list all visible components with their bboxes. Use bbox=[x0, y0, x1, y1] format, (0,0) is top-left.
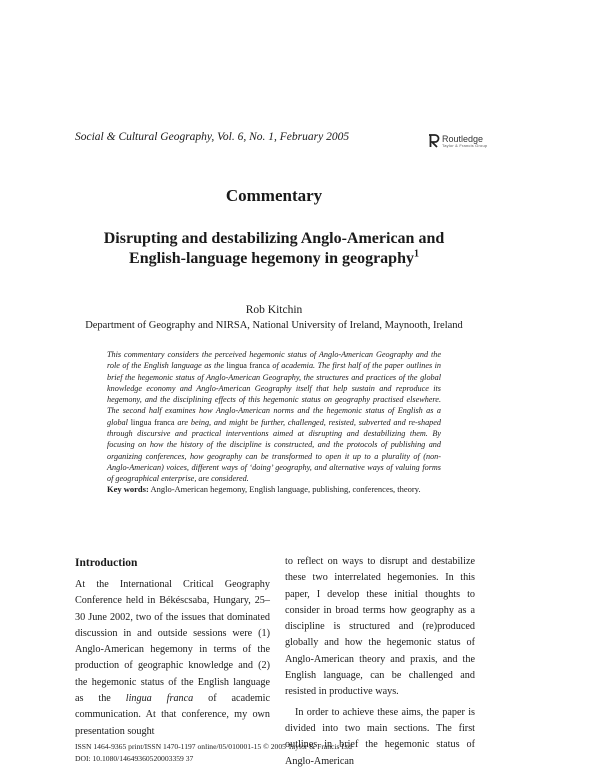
abstract-term-1: lingua franca bbox=[226, 361, 270, 371]
abstract-part-3: are being, and might be further, challenged, resisted, subverted and re-shaped through discursive and practical interventions aimed at disrupting and destabilizing them. By focusing on how the history of the discipline is constructed, and the protocols of publishing and organizing conferences, how geography can be transformed to open it up to a plurality of (non-Anglo-American) voices, different ways of ‘doing’ geography, and alternative ways of valuing forms of geographical enterprise, are considered. bbox=[107, 417, 441, 484]
footer-issn: ISSN 1464-9365 print/ISSN 1470-1197 online/05/010001-15 © 2005 Taylor & Francis Ltd bbox=[75, 742, 352, 751]
author-name: Rob Kitchin bbox=[245, 304, 303, 316]
abstract bbox=[107, 349, 441, 485]
logo-subtitle: Taylor & Francis Group bbox=[442, 142, 488, 148]
body-column-right bbox=[285, 554, 475, 770]
section-label: Commentary bbox=[225, 186, 323, 205]
intro-heading: Introduction bbox=[75, 557, 138, 569]
abstract-part-2: of academia. The first half of the paper outlines in brief the hegemonic status of Anglo-American Geography, the structures and practices of the global knowledge economy and Anglo-American Geography itself that help sustain and reproduce its hegemony, and the disciplining effects of this hegemonic status on geography practised elsewhere. The second half examines how Anglo-American norms and the hegemonic status of English as a global bbox=[107, 361, 441, 427]
body-column-left bbox=[75, 577, 270, 740]
left-text-2: of academic communication. At that conference, my own presentation sought bbox=[75, 693, 270, 737]
body-paragraph: to reflect on ways to disrupt and destabilize these two interrelated hegemonies. In this paper, I develop these initial thoughts to consider in broad terms how geography as a discipline is structured and (re)produced globally and how the hegemonic status of Anglo-American theory and praxis, and the English language, can be challenged and resisted in productive ways. bbox=[285, 556, 475, 698]
footer-doi: DOI: 10.1080/14649360520003359 37 bbox=[75, 753, 194, 763]
article-title bbox=[75, 229, 473, 269]
abstract-part-1: This commentary considers the perceived hegemonic status of Anglo-American Geography and the role of the English language as the bbox=[107, 350, 441, 371]
keywords-text: Anglo-American hegemony, English language, publishing, conferences, theory. bbox=[148, 484, 421, 494]
keywords-label: Key words: bbox=[107, 484, 149, 494]
abstract-term-2: lingua franca bbox=[130, 417, 175, 427]
left-italic-term: lingua franca bbox=[125, 693, 194, 705]
publisher-logo bbox=[428, 134, 487, 148]
title-text: Disrupting and destabilizing Anglo-American and English-language hegemony in geography bbox=[103, 230, 445, 267]
body-paragraph bbox=[75, 577, 270, 740]
title-footnote-mark: 1 bbox=[413, 248, 419, 260]
footer bbox=[75, 741, 352, 764]
logo-name: Routledge bbox=[442, 133, 484, 144]
left-text-1: At the International Critical Geography Conference held in Békéscsaba, Hungary, 25–30 June 2002, two of the issues that dominated discussion in and outside sessions were (1) Anglo-American hegemony in terms of the production of geographic knowledge and (2) the hegemonic status of the English language as the bbox=[75, 579, 270, 705]
routledge-logo-icon bbox=[428, 134, 440, 148]
journal-citation: Social & Cultural Geography, Vol. 6, No. 1, February 2005 bbox=[75, 131, 350, 143]
body-paragraph: In order to achieve these aims, the paper is divided into two main sections. The first outlines in brief the hegemonic status of Anglo-American bbox=[285, 706, 475, 767]
keywords bbox=[107, 484, 441, 496]
author-affiliation: Department of Geography and NIRSA, National University of Ireland, Maynooth, Ireland bbox=[85, 320, 463, 331]
